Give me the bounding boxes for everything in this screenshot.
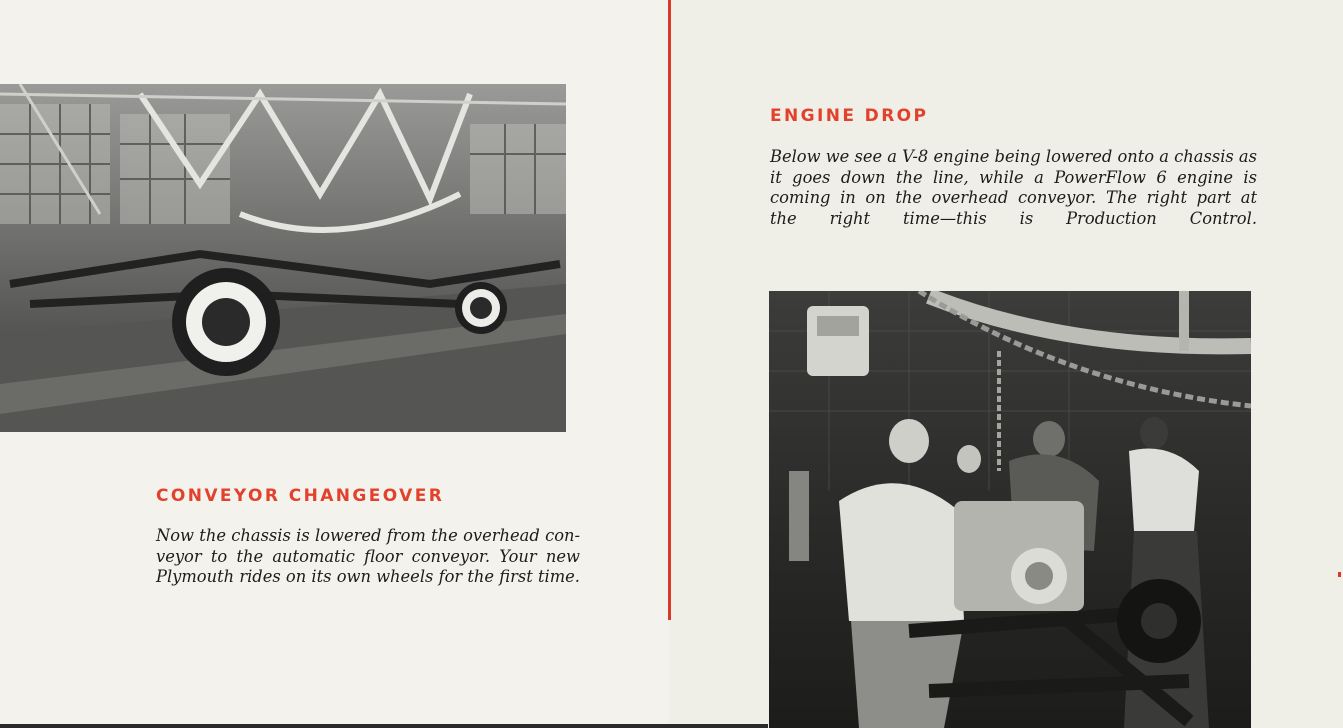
caption-line: veyor to the automatic floor conveyor. Your new (156, 546, 580, 566)
section-heading-conveyor-changeover: CONVEYOR CHANGEOVER (156, 486, 445, 506)
caption-line: Plymouth rides on its own wheels for the first time. (156, 567, 580, 586)
caption-line: it goes down the line, while a PowerFlow 6 engine is (770, 167, 1257, 187)
caption-line: coming in on the overhead conveyor. The right part at (770, 188, 1257, 207)
caption-engine-drop (770, 147, 1257, 229)
section-heading-engine-drop: ENGINE DROP (770, 106, 929, 126)
caption-line: Now the chassis is lowered from the overhead con- (156, 526, 580, 545)
caption-conveyor-changeover (156, 526, 580, 588)
page-bottom-edge (0, 724, 768, 728)
caption-line: Below we see a V-8 engine being lowered onto a chassis as (770, 147, 1257, 166)
left-page (0, 0, 668, 728)
page-edge-mark (1338, 572, 1341, 577)
chassis-conveyor-photo (0, 84, 566, 432)
caption-line: the right time—this is Production Control. (770, 208, 1257, 228)
engine-drop-photo (769, 291, 1251, 728)
